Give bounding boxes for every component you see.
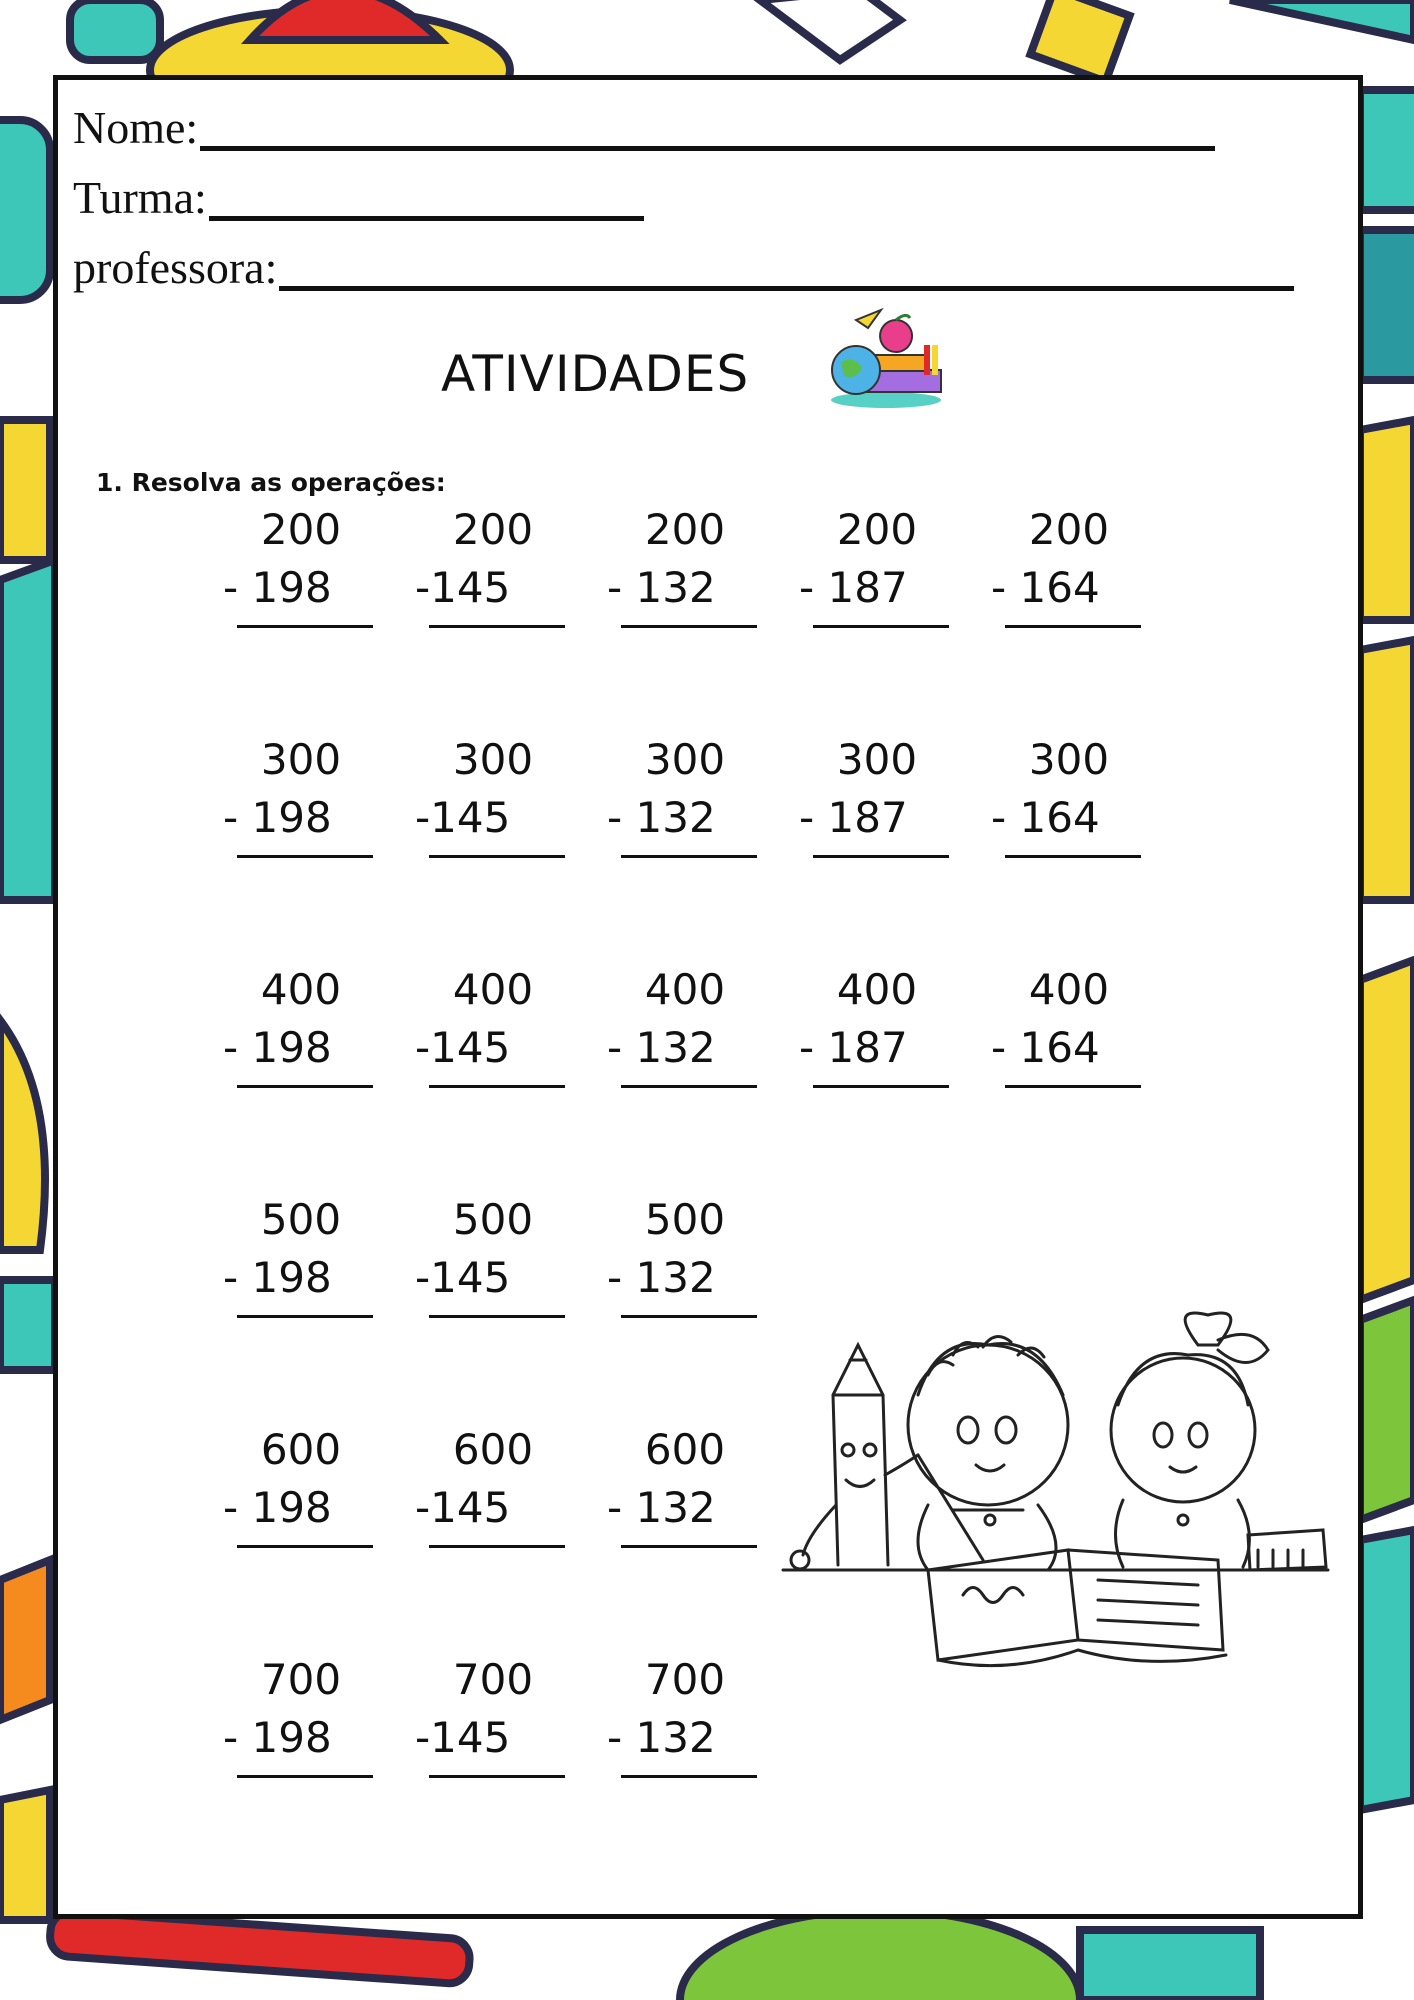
answer-line[interactable] (813, 625, 949, 628)
minuend: 500 (260, 1195, 342, 1244)
subtrahend: - 132 (607, 1023, 716, 1072)
minuend: 400 (644, 965, 726, 1014)
problem-1-3 (607, 505, 757, 630)
answer-line[interactable] (237, 1315, 373, 1318)
instruction-text: 1. Resolva as operações: (96, 468, 446, 497)
answer-line[interactable] (237, 855, 373, 858)
problem-5-1 (223, 1425, 373, 1550)
subtrahend: -145 (415, 793, 511, 842)
subtrahend: -145 (415, 1713, 511, 1762)
subtrahend: - 187 (799, 1023, 908, 1072)
answer-line[interactable] (429, 1545, 565, 1548)
problem-3-3 (607, 965, 757, 1090)
minuend: 600 (644, 1425, 726, 1474)
subtrahend: -145 (415, 1483, 511, 1532)
problem-1-2 (415, 505, 565, 630)
kids-reading-illustration (778, 1305, 1338, 1685)
problem-5-3 (607, 1425, 757, 1550)
minuend: 400 (836, 965, 918, 1014)
answer-line[interactable] (429, 1315, 565, 1318)
subtrahend: - 164 (991, 563, 1100, 612)
subtrahend: - 164 (991, 793, 1100, 842)
subtrahend: - 198 (223, 1023, 332, 1072)
subtrahend: - 132 (607, 1713, 716, 1762)
subtrahend: - 132 (607, 1483, 716, 1532)
subtrahend: -145 (415, 1023, 511, 1072)
problem-4-3 (607, 1195, 757, 1320)
problem-1-4 (799, 505, 949, 630)
subtrahend: - 187 (799, 563, 908, 612)
name-field-row (73, 102, 1215, 153)
problem-2-1 (223, 735, 373, 860)
minuend: 600 (260, 1425, 342, 1474)
minuend: 700 (260, 1655, 342, 1704)
teacher-label: professora: (73, 242, 278, 293)
minuend: 400 (452, 965, 534, 1014)
class-label: Turma: (73, 172, 207, 223)
problem-6-1 (223, 1655, 373, 1780)
answer-line[interactable] (813, 1085, 949, 1088)
page-title: ATIVIDADES (441, 345, 750, 403)
answer-line[interactable] (429, 1775, 565, 1778)
minuend: 200 (260, 505, 342, 554)
problem-1-1 (223, 505, 373, 630)
problem-4-2 (415, 1195, 565, 1320)
answer-line[interactable] (1005, 625, 1141, 628)
subtrahend: - 187 (799, 793, 908, 842)
minuend: 200 (452, 505, 534, 554)
problem-3-2 (415, 965, 565, 1090)
minuend: 300 (260, 735, 342, 784)
problem-3-1 (223, 965, 373, 1090)
minuend: 300 (836, 735, 918, 784)
answer-line[interactable] (621, 625, 757, 628)
answer-line[interactable] (237, 1545, 373, 1548)
subtrahend: - 198 (223, 1483, 332, 1532)
answer-line[interactable] (1005, 855, 1141, 858)
answer-line[interactable] (429, 1085, 565, 1088)
answer-line[interactable] (621, 1545, 757, 1548)
minuend: 200 (836, 505, 918, 554)
answer-line[interactable] (621, 1085, 757, 1088)
worksheet-page (53, 75, 1363, 1919)
subtrahend: - 132 (607, 1253, 716, 1302)
problem-2-5 (991, 735, 1141, 860)
problem-2-2 (415, 735, 565, 860)
minuend: 300 (1028, 735, 1110, 784)
minuend: 300 (644, 735, 726, 784)
subtrahend: -145 (415, 1253, 511, 1302)
teacher-field-row (73, 242, 1294, 293)
subtrahend: - 132 (607, 563, 716, 612)
minuend: 500 (452, 1195, 534, 1244)
answer-line[interactable] (621, 855, 757, 858)
problem-6-3 (607, 1655, 757, 1780)
subtrahend: - 198 (223, 793, 332, 842)
minuend: 200 (1028, 505, 1110, 554)
school-supplies-icon (826, 300, 946, 410)
answer-line[interactable] (813, 855, 949, 858)
minuend: 300 (452, 735, 534, 784)
minuend: 500 (644, 1195, 726, 1244)
answer-line[interactable] (621, 1315, 757, 1318)
minuend: 700 (452, 1655, 534, 1704)
problem-3-4 (799, 965, 949, 1090)
class-field-row (73, 172, 644, 223)
subtrahend: - 198 (223, 1253, 332, 1302)
problem-2-3 (607, 735, 757, 860)
teacher-write-line[interactable] (279, 246, 1294, 291)
minuend: 200 (644, 505, 726, 554)
answer-line[interactable] (1005, 1085, 1141, 1088)
minuend: 600 (452, 1425, 534, 1474)
answer-line[interactable] (237, 1775, 373, 1778)
answer-line[interactable] (429, 855, 565, 858)
problem-4-1 (223, 1195, 373, 1320)
class-write-line[interactable] (209, 176, 644, 221)
minuend: 400 (1028, 965, 1110, 1014)
answer-line[interactable] (237, 1085, 373, 1088)
answer-line[interactable] (237, 625, 373, 628)
minuend: 400 (260, 965, 342, 1014)
name-label: Nome: (73, 102, 199, 153)
problem-5-2 (415, 1425, 565, 1550)
problem-6-2 (415, 1655, 565, 1780)
subtrahend: -145 (415, 563, 511, 612)
problem-3-5 (991, 965, 1141, 1090)
problem-1-5 (991, 505, 1141, 630)
answer-line[interactable] (429, 625, 565, 628)
subtrahend: - 164 (991, 1023, 1100, 1072)
subtrahend: - 198 (223, 563, 332, 612)
name-write-line[interactable] (200, 106, 1215, 151)
minuend: 700 (644, 1655, 726, 1704)
subtrahend: - 198 (223, 1713, 332, 1762)
problem-2-4 (799, 735, 949, 860)
answer-line[interactable] (621, 1775, 757, 1778)
subtrahend: - 132 (607, 793, 716, 842)
